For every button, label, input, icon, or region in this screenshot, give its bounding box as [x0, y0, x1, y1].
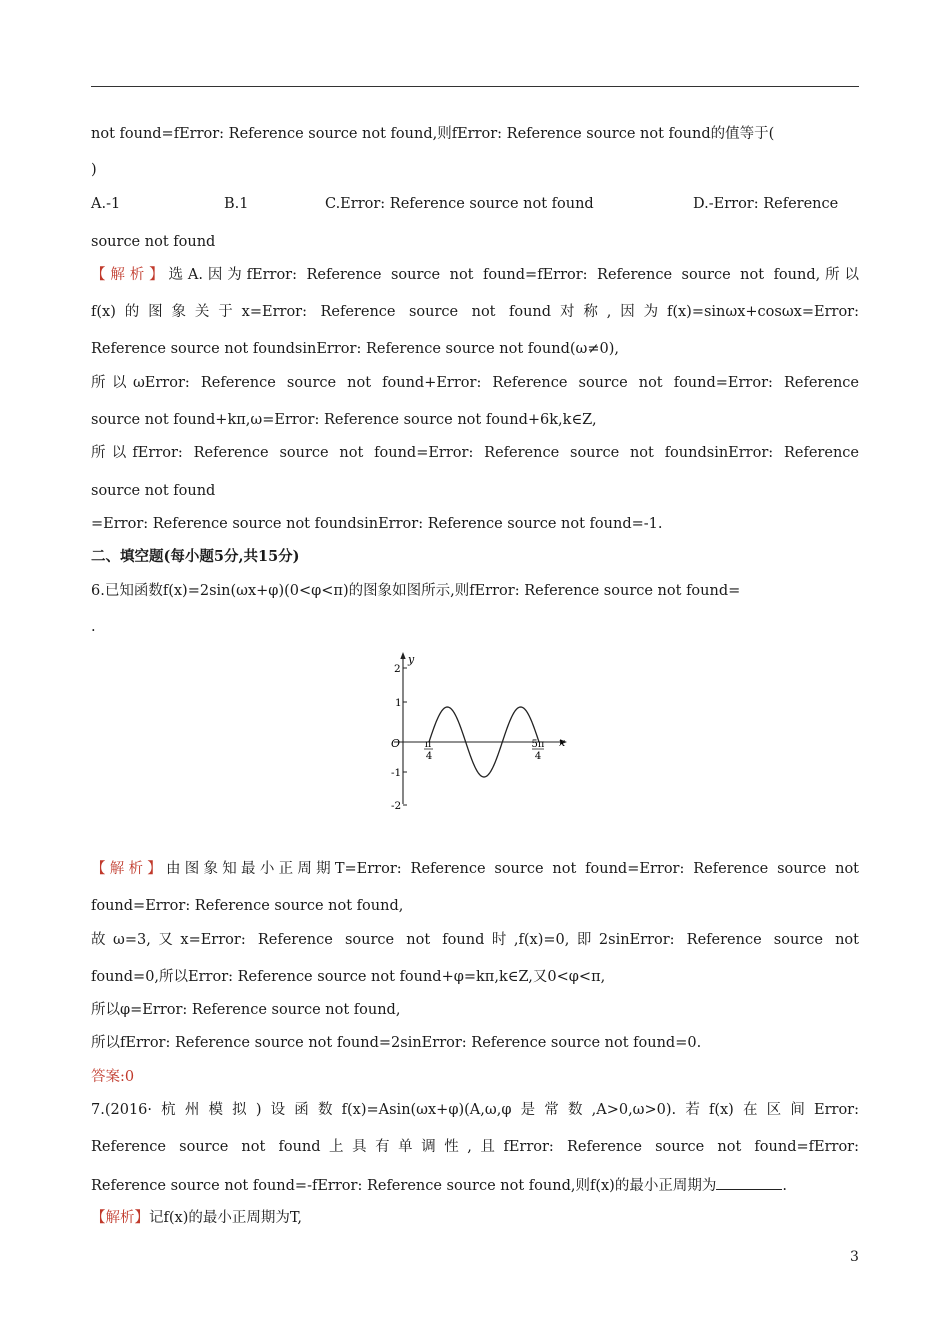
- answer-line: 答案:0: [91, 1069, 135, 1085]
- sine-graph: [380, 648, 580, 820]
- y-tick-label: -1: [391, 767, 402, 779]
- text-span: 记f(x)的最小正周期为T,: [149, 1210, 303, 1226]
- text-line: source not found: [91, 483, 216, 499]
- text-span: Reference source not found=-fError: Reference source not found,则f(x)的最小正周期为: [91, 1178, 717, 1194]
- text-line: not found=fError: Reference source not found,则fError: Reference source not found的值等于(: [91, 126, 775, 142]
- analysis-label: 【解析】: [91, 861, 167, 877]
- question-6: 6.已知函数f(x)=2sin(ωx+φ)(0<φ<π)的图象如图所示,则fError: Reference source not found=: [91, 583, 741, 599]
- header-rule: [91, 86, 859, 87]
- text-line: 所以ωError: Reference source not found+Error: Reference source not found=Error: Reference: [91, 375, 859, 391]
- y-label: y: [408, 653, 415, 666]
- text-line: found=Error: Reference source not found,: [91, 898, 404, 914]
- analysis-label: 【解析】: [91, 267, 169, 283]
- x-tick-denominator: 4: [425, 751, 433, 762]
- text-line: 所以fError: Reference source not found=Error: Reference source not foundsinError: Reference: [91, 445, 859, 461]
- text-line: source not found+kπ,ω=Error: Reference source not found+6k,k∈Z,: [91, 412, 597, 428]
- text-span: 选A.因为fError: Reference source not found=fError: Reference source not found,所以: [168, 267, 859, 283]
- text-line: ): [91, 162, 97, 178]
- origin-label: O: [391, 737, 401, 750]
- options-row: [91, 194, 859, 214]
- text-span: 由图象知最小正周期T=Error: Reference source not found=Error: Reference source not: [166, 861, 859, 877]
- text-line: 所以φ=Error: Reference source not found,: [91, 1002, 401, 1018]
- analysis-label: 【解析】: [91, 1210, 149, 1226]
- x-tick-numerator: π: [424, 739, 432, 750]
- text-line: Reference source not foundsinError: Reference source not found(ω≠0),: [91, 341, 619, 357]
- question-7: 7.(2016·杭州模拟)设函数f(x)=Asin(ωx+φ)(A,ω,φ是常数,A>0,ω>0).若f(x)在区间Error:: [91, 1102, 859, 1118]
- text-line: f(x)的图象关于x=Error: Reference source not found对称,因为f(x)=sinωx+cosωx=Error:: [91, 304, 859, 320]
- y-tick-label: -2: [391, 800, 402, 812]
- solution-line: [91, 1208, 859, 1228]
- answer-blank: [716, 1174, 782, 1190]
- y-axis-arrow: [400, 652, 405, 659]
- y-tick-label: 2: [394, 663, 401, 675]
- solution-line: [91, 265, 859, 285]
- option-d: D.-Error: Reference: [693, 196, 839, 212]
- x-tick-numerator: 5π: [531, 739, 545, 750]
- text-line: Reference source not found上具有单调性,且fError: Reference source not found=fError:: [91, 1139, 859, 1155]
- text-line: .: [91, 619, 96, 635]
- text-span: .: [782, 1178, 787, 1194]
- page-number: 3: [850, 1249, 859, 1265]
- text-line: 所以fError: Reference source not found=2sinError: Reference source not found=0.: [91, 1035, 702, 1051]
- solution-line: [91, 859, 859, 879]
- text-line: found=0,所以Error: Reference source not found+φ=kπ,k∈Z,又0<φ<π,: [91, 969, 606, 985]
- option-b: B.1: [224, 196, 249, 212]
- x-tick-denominator: 4: [534, 751, 542, 762]
- y-tick-label: 1: [395, 697, 402, 709]
- section-heading: 二、填空题(每小题5分,共15分): [91, 548, 300, 565]
- option-c: C.Error: Reference source not found: [325, 196, 594, 212]
- option-a: A.-1: [91, 196, 121, 212]
- text-line: source not found: [91, 234, 216, 250]
- text-line: =Error: Reference source not foundsinError: Reference source not found=-1.: [91, 516, 663, 532]
- text-line: 故ω=3,又x=Error: Reference source not found时,f(x)=0,即2sinError: Reference source not: [91, 932, 859, 948]
- x-label: x: [559, 736, 566, 749]
- text-line: [91, 1174, 859, 1196]
